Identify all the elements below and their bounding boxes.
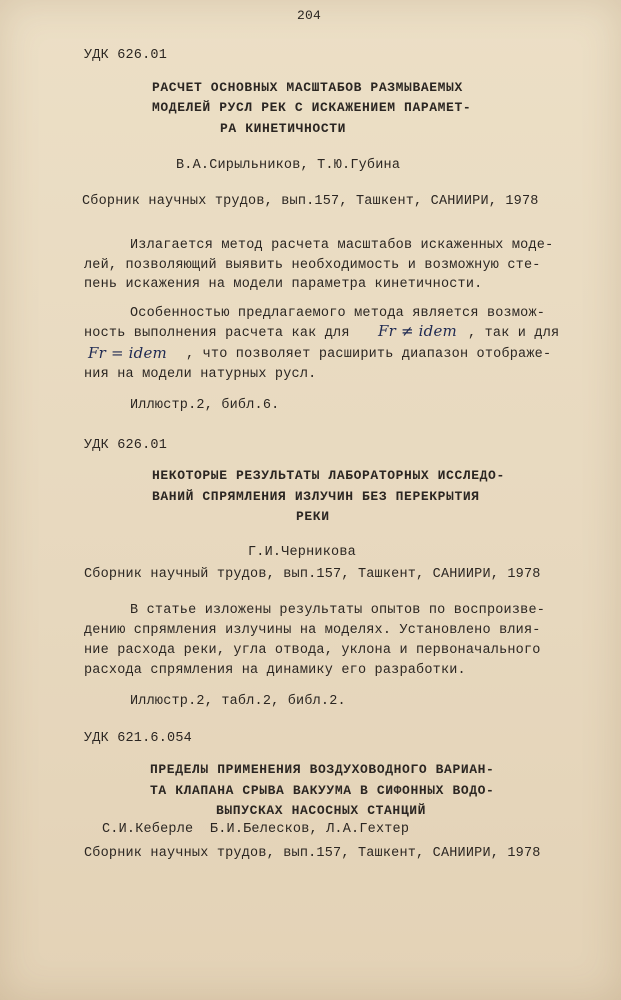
entry-1-formula-1: Fr ≠ idem xyxy=(378,322,457,340)
entry-2-abstract-line-4: расхода спрямления на динамику его разработки. xyxy=(84,663,466,678)
entry-1-illustr: Иллюстр.2, библ.6. xyxy=(130,398,280,413)
entry-3-udk: УДК 621.6.054 xyxy=(84,731,192,746)
entry-1-abstract-line-4: Особенностью предлагаемого метода является возмож- xyxy=(130,306,546,321)
entry-1-title-line-3: РА КИНЕТИЧНОСТИ xyxy=(220,121,347,136)
entry-3-title-line-3: ВЫПУСКАХ НАСОСНЫХ СТАНЦИЙ xyxy=(216,803,427,818)
entry-1-abstract-line-6: , что позволяет расширить диапазон отображе- xyxy=(186,347,552,362)
entry-1-abstract-line-2: лей, позволяющий выявить необходимость и возможную сте- xyxy=(84,258,541,273)
entry-1-formula-2: Fr = idem xyxy=(88,344,167,362)
entry-1-abstract-line-7: ния на модели натурных русл. xyxy=(84,367,317,382)
entry-2-illustr: Иллюстр.2, табл.2, библ.2. xyxy=(130,694,346,709)
entry-2-title-line-1: НЕКОТОРЫЕ РЕЗУЛЬТАТЫ ЛАБОРАТОРНЫХ ИССЛЕДО- xyxy=(152,468,505,483)
entry-3-title-line-2: ТА КЛАПАНА СРЫВА ВАКУУМА В СИФОННЫХ ВОДО- xyxy=(150,783,495,798)
entry-2-udk: УДК 626.01 xyxy=(84,438,168,453)
entry-2-abstract-line-2: дению спрямления излучины на моделях. Установлено влия- xyxy=(84,623,541,638)
entry-2-abstract-line-1: В статье изложены результаты опытов по воспроизве- xyxy=(130,603,546,618)
entry-1-authors: В.А.Сирыльников, Т.Ю.Губина xyxy=(176,158,401,173)
entry-1-title-line-2: МОДЕЛЕЙ РУСЛ РЕК С ИСКАЖЕНИЕМ ПАРАМЕТ- xyxy=(152,100,472,115)
entry-2-title-line-3: РЕКИ xyxy=(296,509,330,524)
entry-1-abstract-line-5b: , так и для xyxy=(468,326,560,341)
entry-1-abstract-line-5a: ность выполнения расчета как для xyxy=(84,326,350,341)
entry-2-authors: Г.И.Черникова xyxy=(248,545,356,560)
entry-1-title-line-1: РАСЧЕТ ОСНОВНЫХ МАСШТАБОВ РАЗМЫВАЕМЫХ xyxy=(152,80,463,95)
page-number: 204 xyxy=(297,8,322,23)
entry-1-abstract-line-1: Излагается метод расчета масштабов искаженных моде- xyxy=(130,238,554,253)
entry-3-authors: С.И.Кеберле Б.И.Белесков, Л.А.Гехтер xyxy=(102,822,410,837)
entry-1-source: Сборник научных трудов, вып.157, Ташкент, САНИИРИ, 1978 xyxy=(82,194,539,209)
entry-2-abstract-line-3: ние расхода реки, угла отвода, уклона и первоначального xyxy=(84,643,541,658)
entry-2-source: Сборник научный трудов, вып.157, Ташкент, САНИИРИ, 1978 xyxy=(84,567,541,582)
entry-3-title-line-1: ПРЕДЕЛЫ ПРИМЕНЕНИЯ ВОЗДУХОВОДНОГО ВАРИАН- xyxy=(150,762,495,777)
entry-1-abstract-line-3: пень искажения на модели параметра кинетичности. xyxy=(84,277,483,292)
entry-1-udk: УДК 626.01 xyxy=(84,48,168,63)
entry-2-title-line-2: ВАНИЙ СПРЯМЛЕНИЯ ИЗЛУЧИН БЕЗ ПЕРЕКРЫТИЯ xyxy=(152,489,480,504)
entry-3-source: Сборник научных трудов, вып.157, Ташкент, САНИИРИ, 1978 xyxy=(84,846,541,861)
